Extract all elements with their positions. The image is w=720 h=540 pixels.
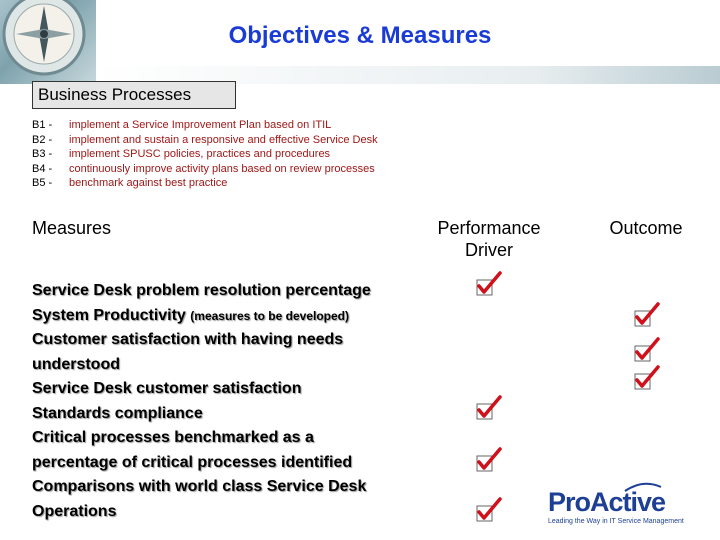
performance-driver-heading xyxy=(420,217,558,261)
list-item xyxy=(32,118,378,133)
checkmark-icon xyxy=(476,395,502,421)
logo-swoosh-icon xyxy=(623,481,663,493)
performance-driver-heading-line1: Performance xyxy=(437,218,541,238)
performance-driver-heading-line2: Driver xyxy=(465,240,513,260)
checkmark-icon xyxy=(476,271,502,297)
measures-list xyxy=(32,279,432,524)
measure-item xyxy=(32,304,432,329)
measure-item-continued: understood xyxy=(32,355,120,373)
measure-item: Comparisons with world class Service Desk xyxy=(32,478,367,495)
list-item xyxy=(32,147,378,162)
list-item xyxy=(32,133,378,148)
measure-item: Customer satisfaction with having needs xyxy=(32,331,344,348)
measure-item: Critical processes benchmarked as a xyxy=(32,429,314,446)
process-text: benchmark against best practice xyxy=(69,177,228,190)
process-text: implement a Service Improvement Plan based on ITIL xyxy=(69,119,332,131)
process-code: B3 - xyxy=(32,148,53,161)
process-list xyxy=(32,118,378,191)
measure-item: Service Desk problem resolution percentage xyxy=(32,282,371,299)
measure-item-continued: Operations xyxy=(32,502,117,520)
proactive-logo xyxy=(548,487,708,532)
measure-item: Service Desk customer satisfaction xyxy=(32,380,302,397)
measure-item-continued: percentage of critical processes identified xyxy=(32,453,353,471)
checkmark-icon xyxy=(634,302,660,328)
section-label: Business Processes xyxy=(32,81,236,109)
measure-text: System Productivity xyxy=(32,306,186,324)
checkmark-icon xyxy=(634,337,660,363)
process-text: implement and sustain a responsive and effective Service Desk xyxy=(69,133,378,146)
measure-note: (measures to be developed) xyxy=(190,308,349,323)
logo-tagline: Leading the Way in IT Service Management xyxy=(548,518,684,525)
list-item xyxy=(32,162,378,177)
process-code: B1 - xyxy=(32,119,53,131)
process-code: B5 - xyxy=(32,177,53,190)
outcome-heading: Outcome xyxy=(609,218,683,238)
checkmark-icon xyxy=(634,365,660,391)
process-code: B4 - xyxy=(32,162,53,175)
checkmark-icon xyxy=(476,447,502,473)
measures-heading: Measures xyxy=(32,218,112,238)
checkmark-icon xyxy=(476,497,502,523)
process-text: implement SPUSC policies, practices and procedures xyxy=(69,148,331,161)
page-title: Objectives & Measures xyxy=(228,22,492,49)
measure-item: Standards compliance xyxy=(32,404,203,422)
process-text: continuously improve activity plans based on review processes xyxy=(69,162,375,175)
logo-name: ProActive xyxy=(548,487,666,517)
process-code: B2 - xyxy=(32,133,53,146)
list-item xyxy=(32,176,378,191)
